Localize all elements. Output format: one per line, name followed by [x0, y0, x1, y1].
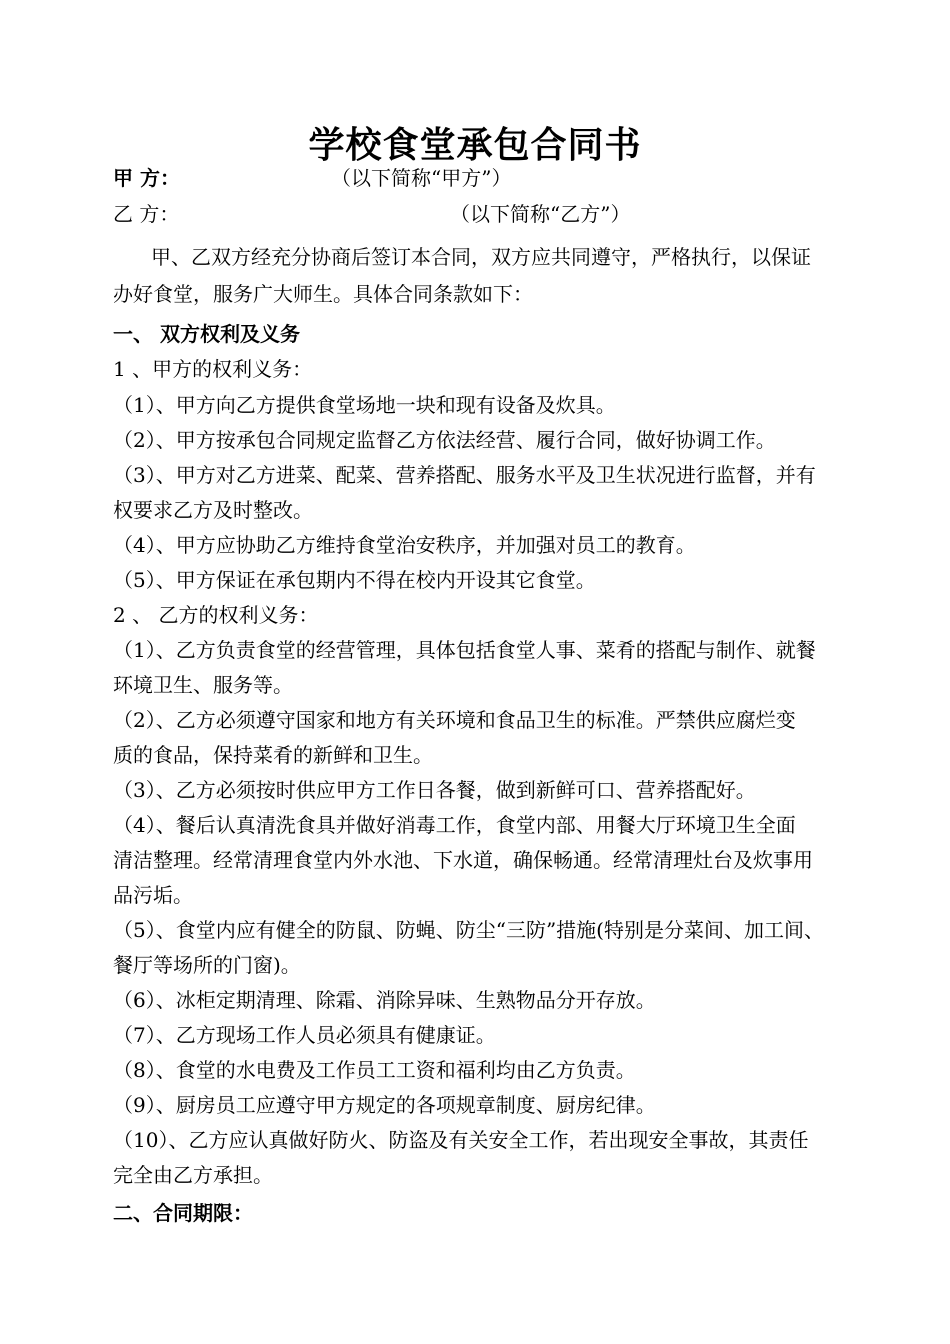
party-a-label: 甲 方：	[113, 166, 180, 190]
party-b-duty-item: （8）、食堂的水电费及工作员工工资和福利均由乙方负责。	[113, 1058, 636, 1082]
party-a-duty-item: （4）、甲方应协助乙方维持食堂治安秩序，并加强对员工的教育。	[113, 533, 696, 557]
party-b-duty-item: （2）、乙方必须遵守国家和地方有关环境和食品卫生的标准。严禁供应腐烂变	[113, 708, 796, 732]
party-a-duty-item: （5）、甲方保证在承包期内不得在校内开设其它食堂。	[113, 568, 596, 592]
party-b-duty-item: （5）、食堂内应有健全的防鼠、防蝇、防尘“三防”措施(特别是分菜间、加工间、	[113, 918, 824, 942]
party-b-duty-item-cont: 清洁整理。经常清理食堂内外水池、下水道，确保畅通。经常清理灶台及炊事用	[113, 848, 813, 872]
party-b-duty-item-cont: 餐厅等场所的门窗)。	[113, 953, 301, 977]
party-b-note: （以下简称“乙方”）	[450, 202, 631, 226]
party-b-duty-item-cont: 质的食品，保持菜肴的新鲜和卫生。	[113, 743, 433, 767]
party-a-duty-item-cont: 权要求乙方及时整改。	[113, 498, 313, 522]
section-2-heading: 二、合同期限：	[113, 1201, 253, 1225]
intro-line-2: 办好食堂，服务广大师生。具体合同条款如下：	[113, 282, 533, 306]
party-a-note: （以下简称“甲方”）	[331, 166, 512, 190]
document-title: 学校食堂承包合同书	[308, 124, 642, 166]
intro-line-1: 甲、乙双方经充分协商后签订本合同，双方应共同遵守，严格执行，以保证	[151, 245, 811, 269]
party-b-duty-item: （7）、乙方现场工作人员必须具有健康证。	[113, 1023, 496, 1047]
party-a-duty-item: （3）、甲方对乙方进菜、配菜、营养搭配、服务水平及卫生状况进行监督，并有	[113, 463, 816, 487]
party-a-duty-item: （1）、甲方向乙方提供食堂场地一块和现有设备及炊具。	[113, 393, 616, 417]
party-a-duties-heading: 1 、甲方的权利义务：	[113, 357, 313, 381]
party-b-label: 乙 方：	[113, 202, 180, 226]
party-b-duty-item-cont: 环境卫生、服务等。	[113, 673, 293, 697]
party-b-duty-item: （1）、乙方负责食堂的经营管理，具体包括食堂人事、菜肴的搭配与制作、就餐	[113, 638, 816, 662]
party-b-duty-item: （9）、厨房员工应遵守甲方规定的各项规章制度、厨房纪律。	[113, 1093, 656, 1117]
party-a-duty-item: （2）、甲方按承包合同规定监督乙方依法经营、履行合同，做好协调工作。	[113, 428, 776, 452]
party-b-duty-item: （3）、乙方必须按时供应甲方工作日各餐，做到新鲜可口、营养搭配好。	[113, 778, 756, 802]
party-b-duty-item: （10）、乙方应认真做好防火、防盗及有关安全工作，若出现安全事故，其责任	[113, 1128, 809, 1152]
party-b-duties-heading: 2 、 乙方的权利义务：	[113, 603, 319, 627]
party-b-duty-item: （6）、冰柜定期清理、除霜、消除异味、生熟物品分开存放。	[113, 988, 656, 1012]
section-1-heading: 一、 双方权利及义务	[113, 322, 300, 346]
party-b-duty-item-cont: 完全由乙方承担。	[113, 1163, 273, 1187]
party-b-duty-item: （4）、餐后认真清洗食具并做好消毒工作，食堂内部、用餐大厅环境卫生全面	[113, 813, 796, 837]
party-b-duty-item-cont: 品污垢。	[113, 883, 193, 907]
